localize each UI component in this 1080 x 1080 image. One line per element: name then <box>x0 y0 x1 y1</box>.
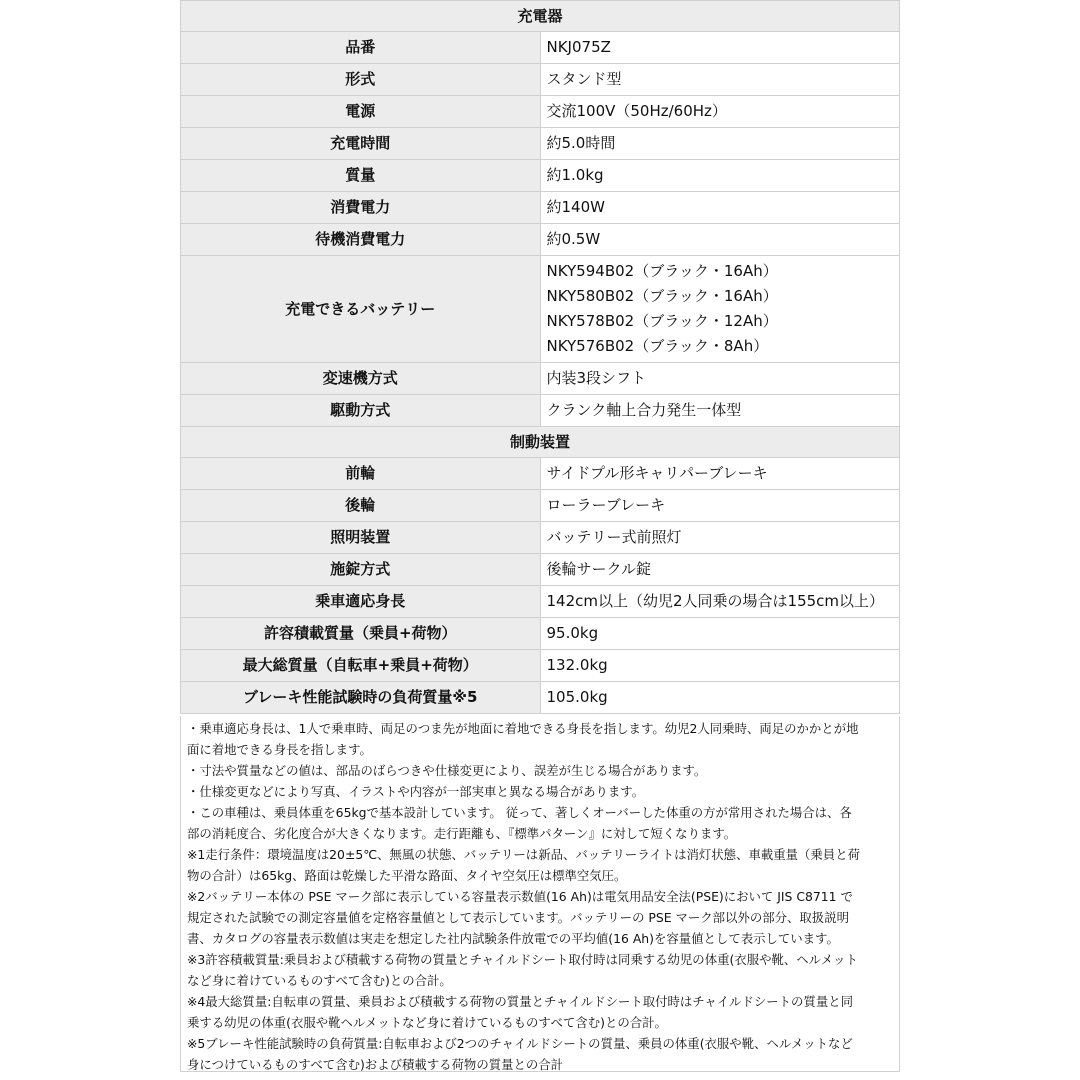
spec-row <box>181 363 900 395</box>
spec-value-line: 約1.0kg <box>546 166 604 184</box>
spec-value <box>540 522 900 554</box>
spec-value <box>540 458 900 490</box>
spec-value-line: バッテリー式前照灯 <box>546 528 682 546</box>
spec-row <box>181 618 900 650</box>
spec-row <box>181 554 900 586</box>
spec-value-line: サイドプル形キャリパーブレーキ <box>546 464 768 482</box>
note-line: など身に着けているものすべて含む)との合計。 <box>187 973 452 988</box>
note-line: 乗する幼児の体重(衣服や靴ヘルメットなど身に着けているものすべて含む)との合計。 <box>187 1015 667 1030</box>
spec-value-line: 142cm以上（幼児2人同乗の場合は155cm以上） <box>546 592 885 610</box>
spec-label: 電源 <box>181 96 541 128</box>
spec-value-line: 105.0kg <box>546 688 608 706</box>
spec-row <box>181 64 900 96</box>
section-header-row <box>181 427 900 458</box>
spec-row <box>181 160 900 192</box>
spec-label: 照明装置 <box>181 522 541 554</box>
note-line: ・仕様変更などにより写真、イラストや内容が一部実車と異なる場合があります。 <box>187 784 645 799</box>
spec-label: 変速機方式 <box>181 363 541 395</box>
spec-value-line: ローラーブレーキ <box>546 496 666 514</box>
spec-value <box>540 32 900 64</box>
note-line: 面に着地できる身長を指します。 <box>187 742 372 757</box>
note-line: 規定された試験での測定容量値を定格容量値として表示しています。バッテリーの PSE マーク部以外の部分、取扱説明 <box>187 910 849 925</box>
spec-value <box>540 96 900 128</box>
spec-label: 待機消費電力 <box>181 224 541 256</box>
spec-row <box>181 32 900 64</box>
spec-label: 前輪 <box>181 458 541 490</box>
note-line: ・寸法や質量などの値は、部品のばらつきや仕様変更により、誤差が生じる場合があります。 <box>187 763 707 778</box>
spec-row <box>181 395 900 427</box>
section-title: 制動装置 <box>181 427 900 458</box>
section-header-row <box>181 1 900 32</box>
spec-value-line: 内装3段シフト <box>546 369 647 387</box>
spec-value-line: クランク軸上合力発生一体型 <box>546 401 742 419</box>
spec-value <box>540 192 900 224</box>
spec-table-body <box>181 1 900 714</box>
note-line: ・乗車適応身長は、1人で乗車時、両足のつま先が地面に着地できる身長を指します。幼児2人同乗時、両足のかかとが地 <box>187 721 859 736</box>
spec-label: 乗車適応身長 <box>181 586 541 618</box>
spec-label: 消費電力 <box>181 192 541 224</box>
spec-value-line: NKY576B02（ブラック・8Ah） <box>546 337 769 355</box>
spec-value <box>540 554 900 586</box>
section-title: 充電器 <box>181 1 900 32</box>
spec-value-line: 約0.5W <box>546 230 601 248</box>
spec-value-line: NKJ075Z <box>546 38 611 56</box>
spec-value <box>540 395 900 427</box>
spec-value-line: 交流100V（50Hz/60Hz） <box>546 102 727 120</box>
spec-table <box>180 0 900 714</box>
spec-value-line: NKY578B02（ブラック・12Ah） <box>546 312 778 330</box>
note-line: ※4最大総質量:自転車の質量、乗員および積載する荷物の質量とチャイルドシート取付時はチャイルドシートの質量と同 <box>187 994 854 1009</box>
spec-row <box>181 490 900 522</box>
spec-row <box>181 256 900 363</box>
spec-row <box>181 522 900 554</box>
spec-value-line: 約5.0時間 <box>546 134 616 152</box>
spec-row <box>181 128 900 160</box>
spec-label: 充電できるバッテリー <box>181 256 541 363</box>
spec-label: 後輪 <box>181 490 541 522</box>
spec-value-line: NKY580B02（ブラック・16Ah） <box>546 287 778 305</box>
spec-value <box>540 160 900 192</box>
spec-label: 施錠方式 <box>181 554 541 586</box>
spec-row <box>181 458 900 490</box>
spec-value <box>540 224 900 256</box>
spec-row <box>181 586 900 618</box>
spec-row <box>181 682 900 714</box>
note-line: 書、カタログの容量表示数値は実走を想定した社内試験条件放電での平均値(16 Ah)を容量値として表示しています。 <box>187 931 839 946</box>
spec-row <box>181 96 900 128</box>
spec-label: 許容積載質量（乗員+荷物） <box>181 618 541 650</box>
note-line: ※1走行条件：環境温度は20±5℃、無風の状態、バッテリーは新品、バッテリーライトは消灯状態、車載重量（乗員と荷 <box>187 847 860 862</box>
note-line: ※2バッテリー本体の PSE マーク部に表示している容量表示数値(16 Ah)は電気用品安全法(PSE)において JIS C8711 で <box>187 889 853 904</box>
spec-value <box>540 256 900 363</box>
spec-value-line: 後輪サークル錠 <box>546 560 652 578</box>
note-line: ※3許容積載質量:乗員および積載する荷物の質量とチャイルドシート取付時は同乗する幼児の体重(衣服や靴、ヘルメット <box>187 952 858 967</box>
spec-value <box>540 128 900 160</box>
note-line: ・この車種は、乗員体重を65kgで基本設計しています。 従って、著しくオーバーした体重の方が常用された場合は、各 <box>187 805 852 820</box>
spec-label: 駆動方式 <box>181 395 541 427</box>
spec-value <box>540 650 900 682</box>
spec-row <box>181 224 900 256</box>
spec-label: 充電時間 <box>181 128 541 160</box>
spec-value <box>540 363 900 395</box>
spec-value <box>540 64 900 96</box>
note-line: 部の消耗度合、劣化度合が大きくなります。走行距離も、『標準パターン』に対して短くなります。 <box>187 826 737 841</box>
note-line: 身につけているものすべて含む)および積載する荷物の質量との合計 <box>187 1057 564 1072</box>
spec-label: ブレーキ性能試験時の負荷質量※5 <box>181 682 541 714</box>
spec-row <box>181 192 900 224</box>
spec-value <box>540 490 900 522</box>
spec-value <box>540 586 900 618</box>
spec-value-line: NKY594B02（ブラック・16Ah） <box>546 262 778 280</box>
spec-label: 最大総質量（自転車+乗員+荷物） <box>181 650 541 682</box>
spec-label: 品番 <box>181 32 541 64</box>
notes-block <box>180 716 900 1072</box>
note-line: 物の合計）は65kg、路面は乾燥した平滑な路面、タイヤ空気圧は標準空気圧。 <box>187 868 627 883</box>
spec-value <box>540 682 900 714</box>
spec-value-line: 95.0kg <box>546 624 599 642</box>
spec-value <box>540 618 900 650</box>
spec-row <box>181 650 900 682</box>
spec-value-line: 約140W <box>546 198 605 216</box>
spec-value-line: スタンド型 <box>546 70 622 88</box>
spec-value-line: 132.0kg <box>546 656 608 674</box>
note-line: ※5ブレーキ性能試験時の負荷質量:自転車および2つのチャイルドシートの質量、乗員の体重(衣服や靴、ヘルメットなど <box>187 1036 853 1051</box>
spec-label: 質量 <box>181 160 541 192</box>
spec-label: 形式 <box>181 64 541 96</box>
